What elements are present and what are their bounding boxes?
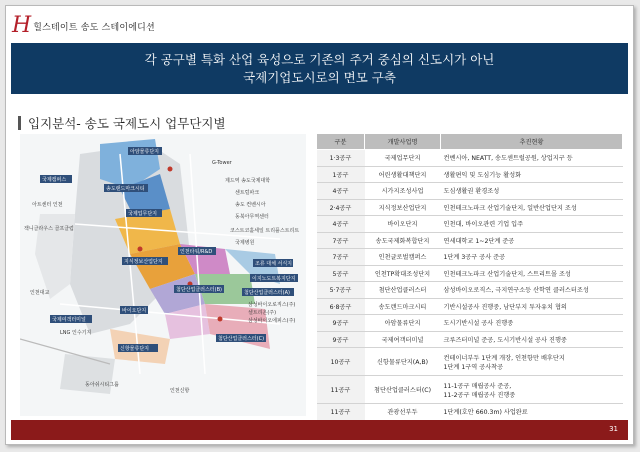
pin-icon [218,317,223,322]
table-row [317,348,623,376]
label-incheon-bridge: 인천대교 [30,290,50,296]
table-header-row [317,134,623,150]
tag-bird-habitat: 조류 대체 서식지 [255,261,292,267]
tag-ahm-logistics: 아암물류단지 [130,149,159,155]
tag-welfare: 이지노도트복지단지 [252,276,296,282]
cell-status: 컨테이너부두 1단계 개장, 인천항만 배후단지 1단계 1구역 공사착공 [441,348,623,376]
banner-line-2: 국제기업도시로의 면모 구축 [243,69,396,85]
cell-division: 1·3공구 [317,150,365,167]
label-convensia: 송도 컨벤시아 [235,202,266,208]
cell-division: 7공구 [317,232,365,249]
cell-status: 연세대학교 1~2단계 준공 [441,232,623,249]
table-row [317,216,623,233]
cell-status: 크루즈터미널 준공, 도시기반시설 공사 진행중 [441,331,623,348]
gtower-pin-icon [168,167,173,172]
banner-line-1: 각 공구별 특화 산업 육성으로 기존의 주거 중심의 신도시가 아닌 [144,51,495,67]
label-hospital: 국제병원 [235,240,255,246]
cell-project: 인천TP확대조성단지 [365,265,441,282]
col-header-status: 추진현황 [441,134,623,150]
cell-status: 1단계(호안 660.3m) 사업완료 [441,404,623,421]
cell-status: 삼성바이오로직스, 극지연구소등 산학연 클러스터조성 [441,282,623,299]
cell-project: 국제업무단지 [365,150,441,167]
label-samsung-bio: 삼성바이오로직스(주) [248,302,296,308]
tag-knowledge: 지식정보산업단지 [124,259,163,265]
label-dongah: 동아쉬시티그룹 [85,382,119,388]
cell-division: 5공구 [317,265,365,282]
tag-ferry-terminal: 국제여객터미널 [52,317,86,323]
label-neatt: 동북아무역센터 [235,214,269,220]
section-title: 입지분석- 송도 국제도시 업무단지별 [28,116,226,131]
label-centralpark: 센트럴파크 [235,190,260,196]
pin-icon [138,247,143,252]
section-heading [18,114,226,132]
cell-division: 7공구 [317,249,365,266]
table-row [317,183,623,200]
label-costco: 코스트코홀세일 트리플스트리트 [230,228,300,234]
cell-project: 송도랜드마크시티 [365,298,441,315]
cell-project: 신항물류단지(A,B) [365,348,441,376]
section-bar-icon [18,116,21,130]
cell-project: 아암물류단지 [365,315,441,332]
cell-status: 컨벤시아, NEATT, 송도센트럴공원, 상업지구 등 [441,150,623,167]
label-newport: 인천신항 [170,388,190,394]
tag-newport-logistics: 신항물류단지 [120,346,149,352]
table-row [317,265,623,282]
cell-project: 첨단산업클러스터(C) [365,376,441,404]
table-row [317,150,623,167]
table-row [317,166,623,183]
cell-project: 송도국제화복합단지 [365,232,441,249]
cell-division: 11공구 [317,376,365,404]
cell-status: 1단계 3공구 공사 준공 [441,249,623,266]
table-row [317,232,623,249]
headline-banner [11,43,628,94]
cell-division: 5·7공구 [317,282,365,299]
table-row [317,376,623,404]
cell-division: 10공구 [317,348,365,376]
cell-division: 4공구 [317,216,365,233]
map-svg [20,134,306,416]
cell-status: 도심생활권 환경조성 [441,183,623,200]
cell-division: 1공구 [317,166,365,183]
label-gtower: G-Tower [212,160,232,166]
col-header-division: 구분 [317,134,365,150]
cell-status: 기반시설공사 진행중, 남단부지 투자유치 협의 [441,298,623,315]
logo-mark: H [12,13,32,38]
cell-division: 2·4공구 [317,199,365,216]
cell-project: 지식정보산업단지 [365,199,441,216]
cell-division: 11공구 [317,404,365,421]
table-row [317,249,623,266]
brand-name: 힐스테이트 송도 스테이에디션 [33,22,155,33]
cell-status: 11-1공구 매립공사 준공, 11-2공구 매립공사 진행중 [441,376,623,404]
development-table [316,133,623,421]
tag-cluster-c: 첨단산업클러스터(C) [218,336,265,342]
tag-intl-business: 국제업무단지 [128,211,157,217]
page-number: 31 [609,425,618,433]
label-lng: LNG 인수기지 [60,330,92,336]
table-row [317,315,623,332]
col-header-project: 개발사업명 [365,134,441,150]
tag-bio: 바이오단지 [122,308,147,314]
cell-project: 첨단산업클러스터 [365,282,441,299]
cell-status: 생활편익 및 도심기능 활성화 [441,166,623,183]
label-samsung-epis: 삼성바이오에피스(주) [248,318,296,324]
cell-status: 인천테크노파크 산업기술단지, 일반산업단지 조성 [441,199,623,216]
table-row [317,282,623,299]
label-celltrion: 셀트리온(주) [248,310,277,316]
cell-project: 어린생활대책단지 [365,166,441,183]
tag-cluster-b: 첨단산업클러스터(B) [176,287,222,293]
cell-division: 6·8공구 [317,298,365,315]
table-row [317,331,623,348]
label-artcenter: 아트센터 인천 [32,202,63,208]
footer-bar [11,420,628,440]
brand-logo [12,15,155,37]
land-area-south [60,354,115,394]
cell-project: 시가지조성사업 [365,183,441,200]
cell-project: 국제여객터미널 [365,331,441,348]
cell-division: 4공구 [317,183,365,200]
label-univ: 제드역 송도국제대학 [225,178,271,184]
table-row [317,199,623,216]
cell-project: 바이오단지 [365,216,441,233]
tag-intl-campus: 국제캠퍼스 [42,177,67,183]
table-row [317,404,623,421]
table-row [317,298,623,315]
songdo-district-map [20,134,306,416]
cell-project: 인천글로벌캠퍼스 [365,249,441,266]
cell-status: 인천대, 바이오관련 기업 입주 [441,216,623,233]
cell-division: 9공구 [317,331,365,348]
tag-cluster-a: 첨단산업클러스터(A) [244,290,290,296]
table-body [317,150,623,421]
cell-division: 9공구 [317,315,365,332]
cell-status: 인천테크노파크 산업기술단지, 스트리트몰 조성 [441,265,623,282]
cell-status: 도시기반시설 공사 진행중 [441,315,623,332]
cell-project: 관광선부두 [365,404,441,421]
tag-incheon-tower: 인천타워/R&D [180,249,213,255]
slide [5,5,634,445]
label-golf: 잭니클라우스 골프클럽 [24,226,74,232]
tag-landmark: 송도랜드마크시티 [106,186,145,192]
